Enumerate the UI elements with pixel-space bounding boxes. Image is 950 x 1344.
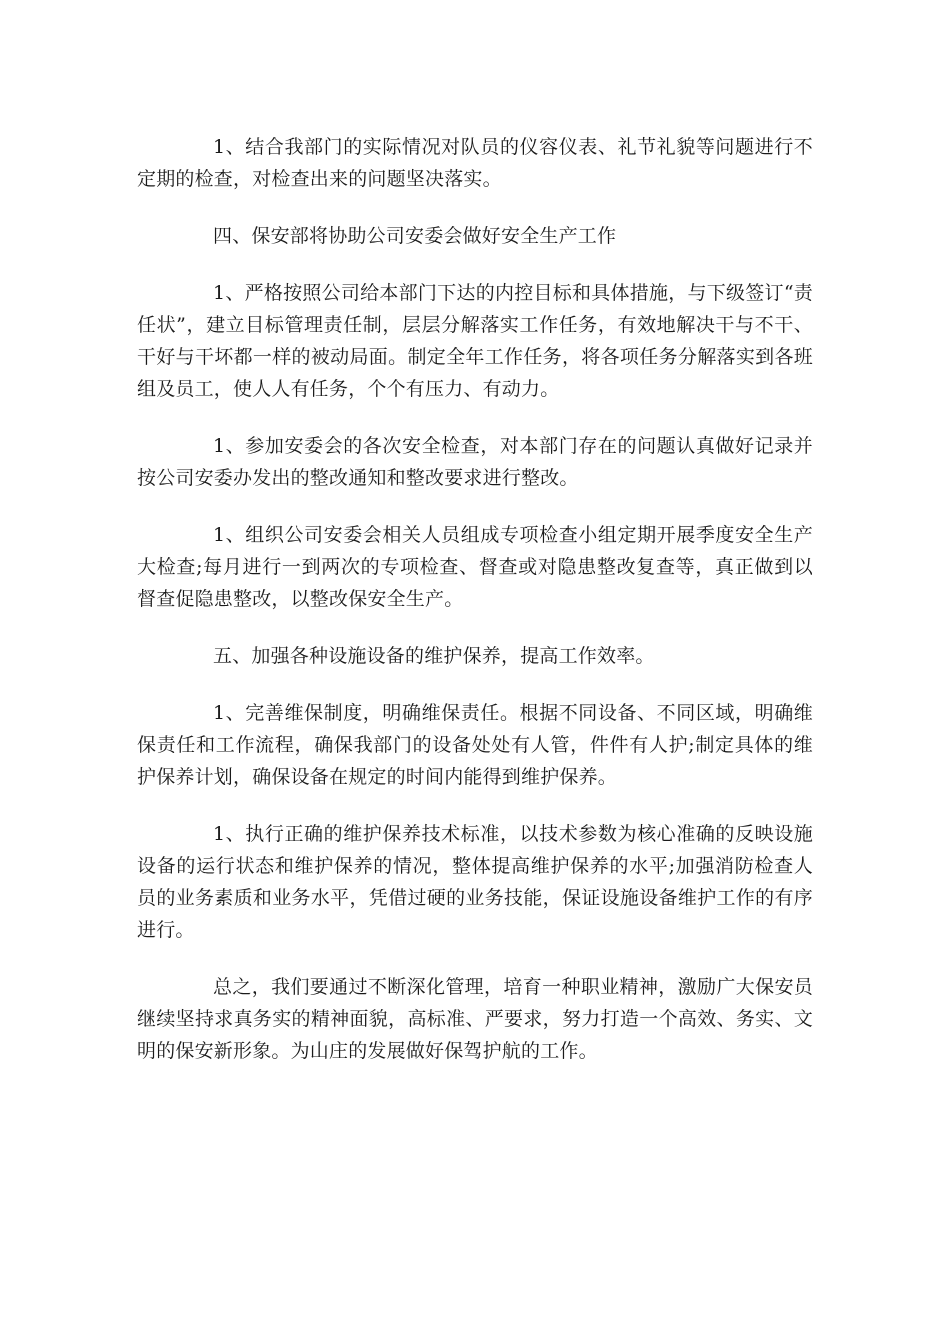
paragraph-3: 1、严格按照公司给本部门下达的内控目标和具体措施，与下级签订“责任状”，建立目标管理责任制，层层分解落实工作任务，有效地解决干与不干、干好与干坏都一样的被动局面。制定全年工作任务，将各项任务分解落实到各班组及员工，使人人有任务，个个有压力、有动力。	[137, 282, 813, 400]
paragraph-5: 1、组织公司安委会相关人员组成专项检查小组定期开展季度安全生产大检查;每月进行一到两次的专项检查、督查或对隐患整改复查等，真正做到以督查促隐患整改，以整改保安全生产。	[137, 524, 813, 610]
document-body	[137, 131, 813, 1092]
paragraph-4: 1、参加安委会的各次安全检查，对本部门存在的问题认真做好记录并按公司安委办发出的整改通知和整改要求进行整改。	[137, 435, 813, 489]
section-heading-4: 四、保安部将协助公司安委会做好安全生产工作	[213, 225, 617, 247]
paragraph-7: 1、完善维保制度，明确维保责任。根据不同设备、不同区域，明确维保责任和工作流程，确保我部门的设备处处有人管，件件有人护;制定具体的维护保养计划，确保设备在规定的时间内能得到维护保养。	[137, 702, 813, 788]
paragraph-1: 1、结合我部门的实际情况对队员的仪容仪表、礼节礼貌等问题进行不定期的检查，对检查出来的问题坚决落实。	[137, 136, 813, 190]
section-heading-5: 五、加强各种设施设备的维护保养，提高工作效率。	[213, 645, 655, 667]
conclusion-paragraph: 总之，我们要通过不断深化管理，培育一种职业精神，激励广大保安员继续坚持求真务实的精神面貌，高标准、严要求，努力打造一个高效、务实、文明的保安新形象。为山庄的发展做好保驾护航的工作。	[137, 976, 813, 1062]
paragraph-8: 1、执行正确的维护保养技术标准，以技术参数为核心准确的反映设施设备的运行状态和维护保养的情况，整体提高维护保养的水平;加强消防检查人员的业务素质和业务水平，凭借过硬的业务技能，保证设施设备维护工作的有序进行。	[137, 823, 813, 941]
